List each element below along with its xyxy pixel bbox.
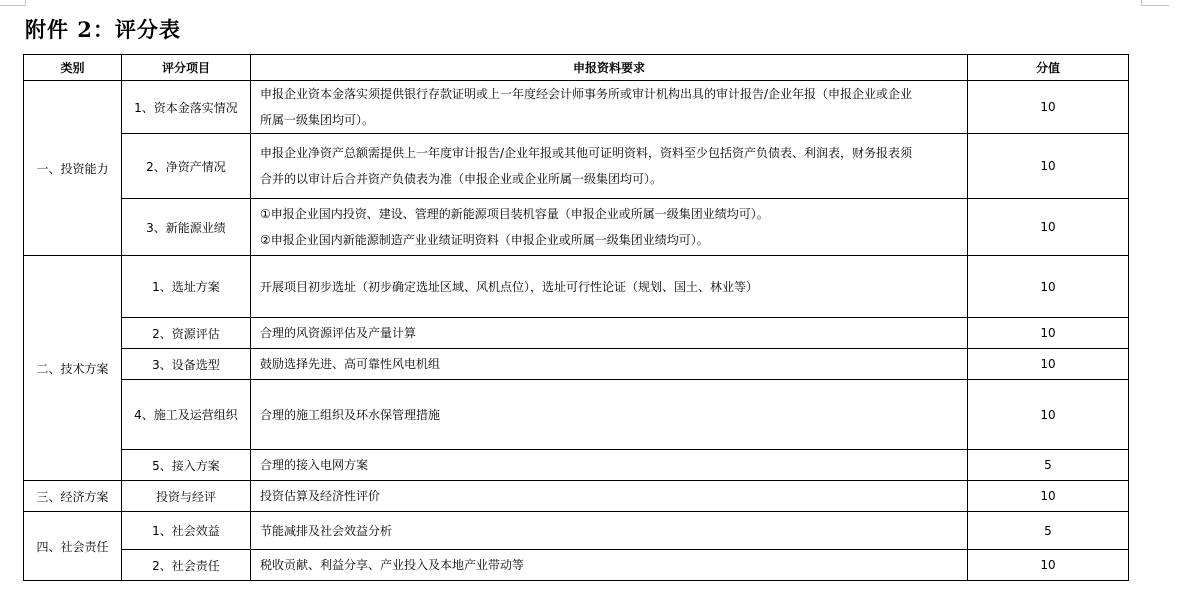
score-cell: 10 (968, 550, 1129, 581)
item-cell: 4、施工及运营组织 (122, 380, 251, 450)
requirement-line: 所属一级集团均可）。 (260, 113, 375, 127)
score-cell: 10 (968, 380, 1129, 450)
category-cell: 二、技术方案 (24, 256, 122, 481)
score-cell: 5 (968, 512, 1129, 550)
header-requirement: 申报资料要求 (251, 55, 968, 81)
requirement-cell (251, 481, 968, 512)
scoring-table (23, 54, 1129, 581)
table-row (24, 550, 1129, 581)
requirement-cell (251, 134, 968, 199)
table-row (24, 512, 1129, 550)
table-row (24, 81, 1129, 134)
score-cell: 10 (968, 81, 1129, 134)
item-cell: 1、社会效益 (122, 512, 251, 550)
requirement-cell (251, 380, 968, 450)
requirement-cell (251, 512, 968, 550)
requirement-line: 申报企业净资产总额需提供上一年度审计报告/企业年报或其他可证明资料，资料至少包括资产负债表、利润表，财务报表须 (260, 146, 913, 160)
item-cell: 2、资源评估 (122, 318, 251, 349)
requirement-cell (251, 318, 968, 349)
requirement-line: 申报企业资本金落实须提供银行存款证明或上一年度经会计师事务所或审计机构出具的审计报告/企业年报（申报企业或企业 (260, 87, 913, 101)
score-cell: 10 (968, 256, 1129, 318)
requirement-line: 鼓励选择先进、高可靠性风电机组 (260, 357, 441, 371)
requirement-line: 合理的接入电网方案 (260, 458, 369, 472)
table-row (24, 349, 1129, 380)
table-row (24, 481, 1129, 512)
table-row (24, 450, 1129, 481)
document-title: 附件 2：评分表 (25, 17, 181, 42)
requirement-line: 合理的施工组织及环水保管理措施 (260, 407, 441, 422)
requirement-cell (251, 199, 968, 256)
item-cell: 3、新能源业绩 (122, 199, 251, 256)
item-cell: 5、接入方案 (122, 450, 251, 481)
requirement-line: ②申报企业国内新能源制造产业业绩证明资料（申报企业或所属一级集团业绩均可）。 (260, 233, 709, 247)
table-row (24, 256, 1129, 318)
score-cell: 10 (968, 349, 1129, 380)
page-corner-mark-right (1141, 0, 1169, 6)
item-cell: 1、选址方案 (122, 256, 251, 318)
requirement-line: 开展项目初步选址（初步确定选址区域、风机点位），选址可行性论证（规划、国土、林业等） (260, 279, 759, 294)
requirement-cell (251, 349, 968, 380)
score-cell: 10 (968, 318, 1129, 349)
table-header-row (24, 55, 1129, 81)
item-cell: 3、设备选型 (122, 349, 251, 380)
requirement-cell (251, 256, 968, 318)
table-row (24, 199, 1129, 256)
header-item: 评分项目 (122, 55, 251, 81)
requirement-cell (251, 81, 968, 134)
score-cell: 10 (968, 199, 1129, 256)
requirement-cell (251, 550, 968, 581)
item-cell: 2、社会责任 (122, 550, 251, 581)
category-cell: 四、社会责任 (24, 512, 122, 581)
item-cell: 投资与经评 (122, 481, 251, 512)
item-cell: 2、净资产情况 (122, 134, 251, 199)
table-row (24, 134, 1129, 199)
requirement-line: 投资估算及经济性评价 (260, 489, 381, 503)
header-category: 类别 (24, 55, 122, 81)
score-cell: 5 (968, 450, 1129, 481)
header-score: 分值 (968, 55, 1129, 81)
score-cell: 10 (968, 134, 1129, 199)
requirement-cell (251, 450, 968, 481)
table-row (24, 380, 1129, 450)
category-cell: 三、经济方案 (24, 481, 122, 512)
category-cell: 一、投资能力 (24, 81, 122, 256)
requirement-line: 合理的风资源评估及产量计算 (260, 326, 417, 340)
page-corner-mark-left (0, 0, 26, 6)
score-cell: 10 (968, 481, 1129, 512)
requirement-line: 节能减排及社会效益分析 (260, 523, 393, 538)
requirement-line: 合并的以审计后合并资产负债表为准（申报企业或企业所属一级集团均可）。 (260, 172, 663, 186)
requirement-line: ①申报企业国内投资、建设、管理的新能源项目装机容量（申报企业或所属一级集团业绩均可）。 (260, 207, 769, 221)
item-cell: 1、资本金落实情况 (122, 81, 251, 134)
table-row (24, 318, 1129, 349)
requirement-line: 税收贡献、利益分享、产业投入及本地产业带动等 (260, 558, 525, 572)
